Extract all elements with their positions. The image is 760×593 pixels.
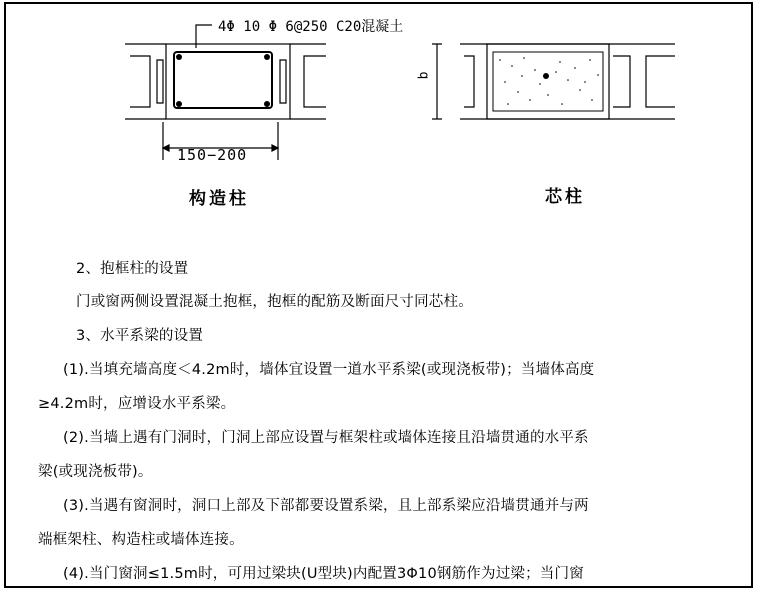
column-drawings [0, 0, 760, 240]
item-3-line-2: 端框架柱、构造柱或墙体连接。 [38, 532, 244, 548]
caption-core-column: 芯柱 [545, 187, 585, 207]
section-heading-3: 3、水平系梁的设置 [76, 328, 204, 344]
item-1-line-2: ≥4.2m时，应增设水平系梁。 [38, 396, 236, 412]
item-3-line-1: (3).当遇有窗洞时，洞口上部及下部都要设置系梁，且上部系梁应沿墙贯通并与两 [63, 498, 589, 514]
concrete-speckle [499, 57, 599, 105]
item-1-line-1: (1).当填充墙高度＜4.2m时，墙体宜设置一道水平系梁(或现浇板带)；当墙体高度 [63, 362, 595, 378]
paragraph-2: 门或窗两侧设置混凝土抱框，抱框的配筋及断面尺寸同芯柱。 [76, 294, 473, 310]
caption-construction-column: 构造柱 [189, 189, 249, 209]
item-2-line-2: 梁(或现浇板带)。 [38, 464, 153, 480]
section-heading-2: 2、抱框柱的设置 [76, 261, 189, 277]
core-column-drawing [432, 44, 675, 119]
rebar-annotation: 4Φ 10 Φ 6@250 C20混凝土 [218, 19, 404, 35]
item-4-line-1: (4).当门窗洞≤1.5m时，可用过梁块(U型块)内配置3Φ10钢筋作为过梁；当门窗 [63, 566, 584, 582]
item-2-line-1: (2).当墙上遇有门洞时，门洞上部应设置与框架柱或墙体连接且沿墙贯通的水平系 [63, 430, 589, 446]
width-dimension: 150−200 [177, 146, 248, 164]
depth-dimension-b: b [416, 71, 432, 80]
construction-column-drawing [125, 25, 326, 160]
